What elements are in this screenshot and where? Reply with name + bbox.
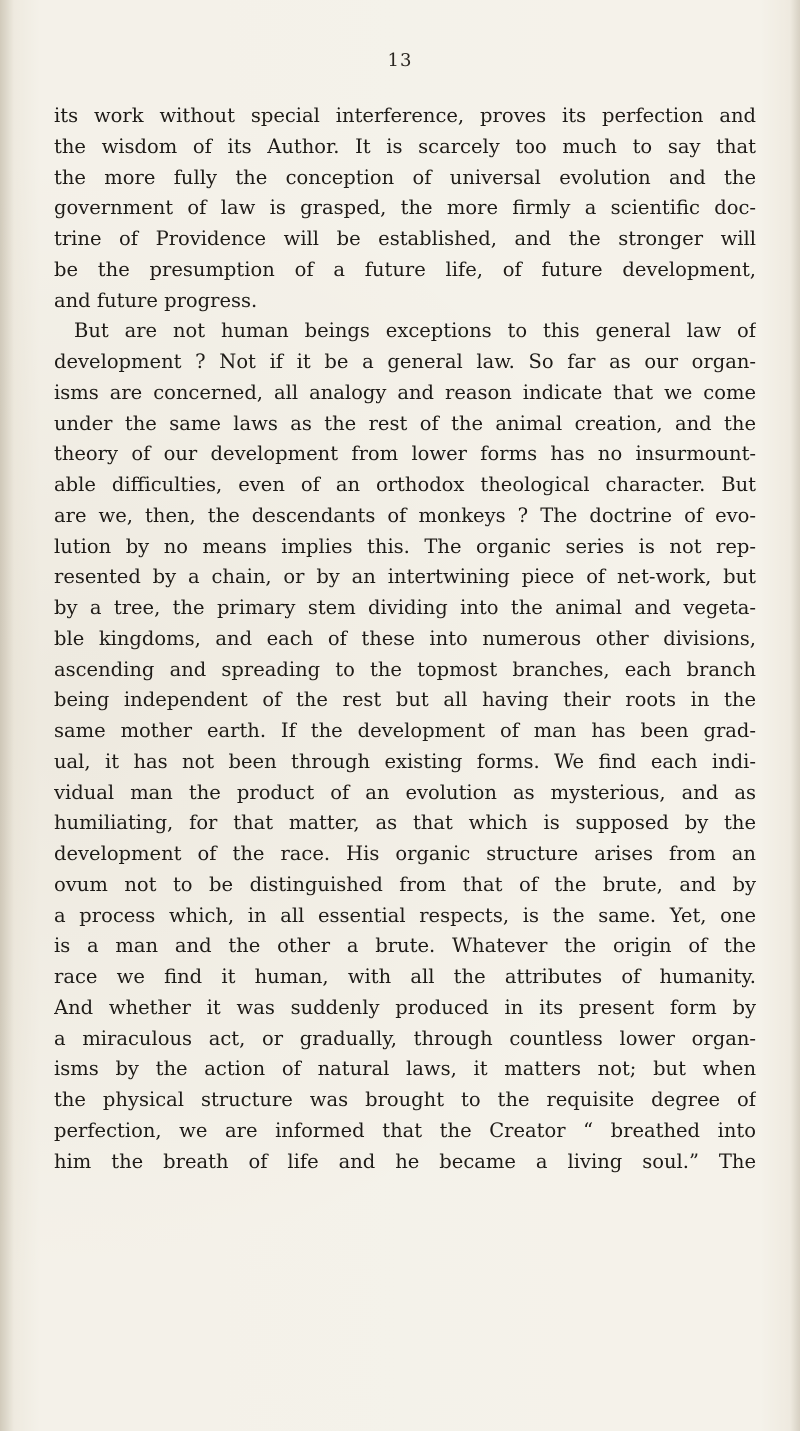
- text-line: being independent of the rest but all having their roots in the: [54, 688, 756, 712]
- text-line: humiliating, for that matter, as that which is supposed by the: [54, 811, 756, 835]
- text-line: government of law is grasped, the more firmly a scientific doc-: [54, 196, 756, 220]
- text-line: is a man and the other a brute. Whatever the origin of the: [54, 934, 756, 958]
- text-line: ble kingdoms, and each of these into numerous other divisions,: [54, 626, 756, 650]
- text-line: ual, it has not been through existing forms. We find each indi-: [54, 749, 756, 773]
- text-line: development of the race. His organic structure arises from an: [54, 842, 756, 865]
- text-line: theory of our development from lower forms has no insurmount-: [54, 442, 756, 466]
- text-line: resented by a chain, or by an intertwining piece of net-work, but: [54, 565, 756, 589]
- text-line: able difficulties, even of an orthodox theological character. But: [54, 473, 756, 496]
- text-line: the wisdom of its Author. It is scarcely too much to say that: [54, 134, 756, 158]
- page-edge-shadow: [790, 0, 800, 1431]
- text-line: the more fully the conception of universal evolution and the: [54, 165, 756, 189]
- text-line: by a tree, the primary stem dividing into the animal and vegeta-: [54, 596, 756, 619]
- text-line: But are not human beings exceptions to this general law of: [74, 319, 756, 343]
- text-line: isms are concerned, all analogy and reason indicate that we come: [54, 380, 756, 404]
- text-line: and future progress.: [54, 288, 258, 312]
- text-line: under the same laws as the rest of the animal creation, and the: [54, 411, 756, 435]
- text-line: a process which, in all essential respects, is the same. Yet, one: [54, 903, 756, 927]
- text-line: lution by no means implies this. The organic series is not rep-: [54, 534, 756, 558]
- body-text: [54, 101, 756, 1177]
- text-line: ovum not to be distinguished from that of the brute, and by: [54, 872, 756, 896]
- text-line: And whether it was suddenly produced in its present form by: [54, 995, 756, 1019]
- text-line: development ? Not if it be a general law. So far as our organ-: [54, 350, 756, 373]
- text-line: ascending and spreading to the topmost branches, each branch: [54, 657, 756, 681]
- text-line: vidual man the product of an evolution as mysterious, and as: [54, 780, 756, 804]
- text-line: its work without special interference, proves its perfection and: [54, 104, 756, 127]
- text-line: isms by the action of natural laws, it matters not; but when: [54, 1057, 756, 1081]
- text-line: race we find it human, with all the attributes of humanity.: [54, 965, 756, 988]
- text-line: him the breath of life and he became a living soul.” The: [54, 1149, 756, 1173]
- text-line: be the presumption of a future life, of future development,: [54, 257, 756, 281]
- text-line: are we, then, the descendants of monkeys ? The doctrine of evo-: [54, 503, 756, 527]
- text-line: same mother earth. If the development of man has been grad-: [54, 719, 756, 742]
- text-line: perfection, we are informed that the Creator “ breathed into: [54, 1118, 756, 1142]
- page-number: 13: [387, 50, 413, 71]
- text-line: the physical structure was brought to the requisite degree of: [54, 1088, 756, 1111]
- text-line: a miraculous act, or gradually, through countless lower organ-: [54, 1026, 756, 1050]
- gutter-shadow: [0, 0, 14, 1431]
- text-line: trine of Providence will be established, and the stronger will: [54, 227, 756, 250]
